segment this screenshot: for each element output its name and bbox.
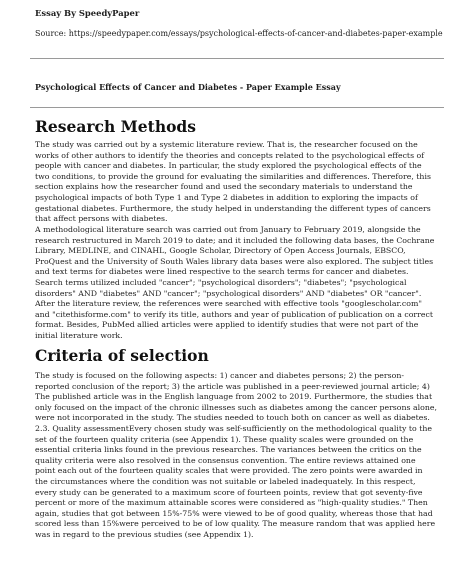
text-line: The study was carried out by a systemic literature review. That is, the researcher focused on the (35, 140, 418, 149)
text-line: people with cancer and diabetes. In particular, the study explored the psychological effects of the (35, 161, 422, 171)
text-line: gestational diabetes. Furthermore, the study helped in understanding the different types of cancers (35, 203, 431, 213)
source-line (35, 29, 443, 38)
text-line: disorders" AND "diabetes" AND "cancer"; "psychological disorders" AND "diabetes" OR "cancer". (35, 288, 422, 298)
text-line: A methodological literature search was carried out from January to February 2019, alongside the (35, 225, 421, 234)
header-divider (30, 58, 444, 59)
source-label: Source: (35, 29, 69, 38)
text-line: Library, MEDLINE, and CINAHL, Google Scholar, Directory of Open Access Journals, EBSCO, (35, 246, 406, 256)
text-line: The study is focused on the following aspects: 1) cancer and diabetes persons; 2) the person- (35, 371, 404, 380)
text-line: reported conclusion of the report; 3) the article was published in a peer-reviewed journal article; 4) (35, 381, 430, 391)
paragraph-research-methods-1 (35, 140, 449, 225)
source-link[interactable]: https://speedypaper.com/essays/psychological-effects-of-cancer-and-diabetes-paper-example (68, 29, 443, 38)
text-line: set of the fourteen quality criteria (see Appendix 1). These quality scales were grounded on the (35, 434, 414, 444)
text-line: scored less than 15%were perceived to be of low quality. The measure random that was applied here (35, 519, 436, 529)
text-line: research restructured in March 2019 to date; and it included the following data bases, the Cochrane (35, 235, 435, 245)
text-line: Search terms utilized included "cancer"; "psychological disorders"; "diabetes"; "psychological (35, 277, 407, 287)
text-line: and "citethisforme.com" to verify its title, authors and year of publication of publication on a correct (35, 309, 433, 319)
text-line: every study can be generated to a maximum score of fourteen points, review that got seventy-five (35, 487, 423, 497)
text-line: section explains how the researcher found and used the secondary materials to understand the (35, 182, 413, 192)
paragraph-criteria-of-selection (35, 371, 449, 541)
title-divider (30, 107, 444, 108)
text-line: ProQuest and the University of South Wales library data bases were also explored. The subject titles (35, 256, 434, 266)
essay-title: Psychological Effects of Cancer and Diabetes - Paper Example Essay (35, 82, 341, 92)
heading-research-methods: Research Methods (35, 117, 196, 136)
text-line: were not incorporated in the study. The studies needed to touch both on cancer as well as diabetes. (35, 413, 430, 423)
paragraph-research-methods-2 (35, 225, 449, 342)
text-line: After the literature review, the references were searched with effective tools "googlescholar.com" (35, 299, 422, 309)
text-line: that affect persons with diabetes. (35, 214, 168, 224)
text-line: point each out of the fourteen quality scales that were provided. The zero points were awarded in (35, 466, 423, 476)
text-line: again, studies that got between 15%-75% were viewed to be of good quality, whereas those that had (35, 508, 433, 518)
text-line: format. Besides, PubMed allied articles were applied to identify studies that were not part of the (35, 320, 419, 330)
text-line: only focused on the impact of the chronic illnesses such as diabetes among the cancer persons alone, (35, 402, 437, 412)
text-line: initial literature work. (35, 330, 123, 340)
heading-criteria-of-selection: Criteria of selection (35, 346, 209, 365)
text-line: the circumstances where the condition was not suitable or labeled inadequately. In this respect, (35, 476, 416, 486)
text-line: percent or more of the maximum attainable scores were considered as "high-quality studies." Then (35, 498, 428, 508)
text-line: and text terms for diabetes were lined respective to the search terms for cancer and diabetes. (35, 267, 409, 277)
brand-label: Essay By SpeedyPaper (35, 8, 140, 18)
text-line: psychological impacts of both Type 1 and Type 2 diabetes in addition to exploring the impacts of (35, 192, 418, 202)
text-line: essential criteria links found in the previous researches. The variances between the critics on the (35, 445, 422, 455)
text-line: quality criteria were also resolved in the consensus convention. The entire reviews attained one (35, 455, 416, 465)
text-line: was in regard to the previous studies (see Appendix 1). (35, 529, 254, 539)
text-line: works of other authors to identify the theories and concepts related to the psychological effects of (35, 150, 425, 160)
text-line: 2.3. Quality assessmentEvery chosen study was self-sufficiently on the methodological quality to the (35, 423, 432, 433)
text-line: The published article was in the English language from 2002 to 2019. Furthermore, the studies that (35, 392, 433, 402)
text-line: two conditions, to provide the ground for evaluating the similarities and differences. Therefore, this (35, 171, 431, 181)
